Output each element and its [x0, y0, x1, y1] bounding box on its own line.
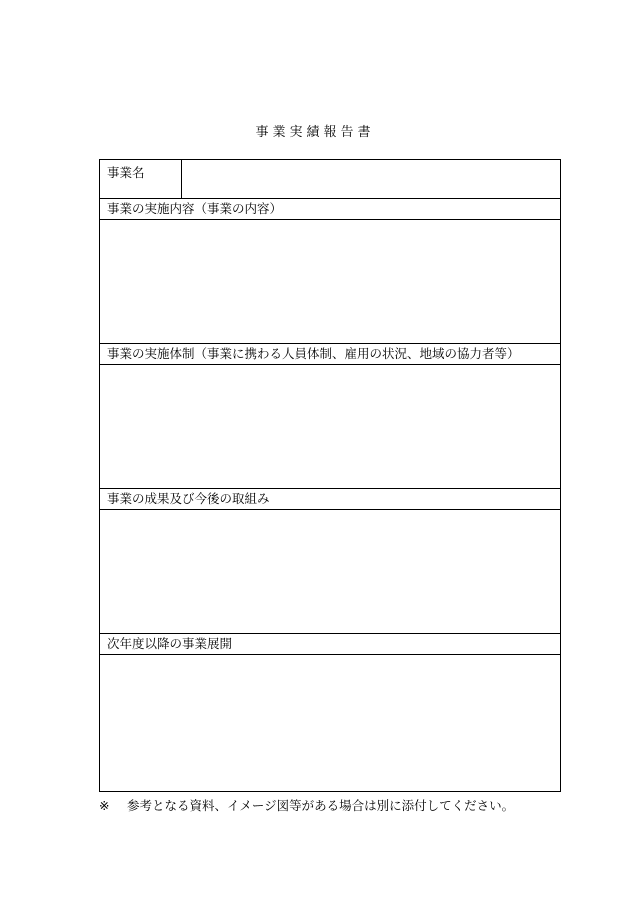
- project-name-label: 事業名: [100, 160, 182, 198]
- project-name-field[interactable]: [182, 160, 560, 198]
- report-form-table: [99, 159, 561, 792]
- section-2-field[interactable]: [100, 365, 560, 489]
- footnote: [99, 796, 514, 814]
- document-title: 事業実績報告書: [255, 125, 375, 140]
- section-2-header: [100, 344, 560, 365]
- section-1-header: [100, 199, 560, 220]
- section-4-header: [100, 634, 560, 655]
- section-1-label: 事業の実施内容（事業の内容）: [107, 201, 283, 216]
- footnote-text: 参考となる資料、イメージ図等がある場合は別に添付してください。: [127, 798, 515, 813]
- section-4-field[interactable]: [100, 655, 560, 791]
- section-3-header: [100, 489, 560, 510]
- reference-mark-icon: ※: [99, 798, 110, 813]
- section-4-label: 次年度以降の事業展開: [107, 636, 233, 651]
- section-3-field[interactable]: [100, 510, 560, 634]
- project-name-row: [100, 160, 560, 199]
- section-3-label: 事業の成果及び今後の取組み: [107, 491, 270, 506]
- section-2-label: 事業の実施体制（事業に携わる人員体制、雇用の状況、地域の協力者等）: [107, 346, 520, 361]
- section-1-field[interactable]: [100, 220, 560, 344]
